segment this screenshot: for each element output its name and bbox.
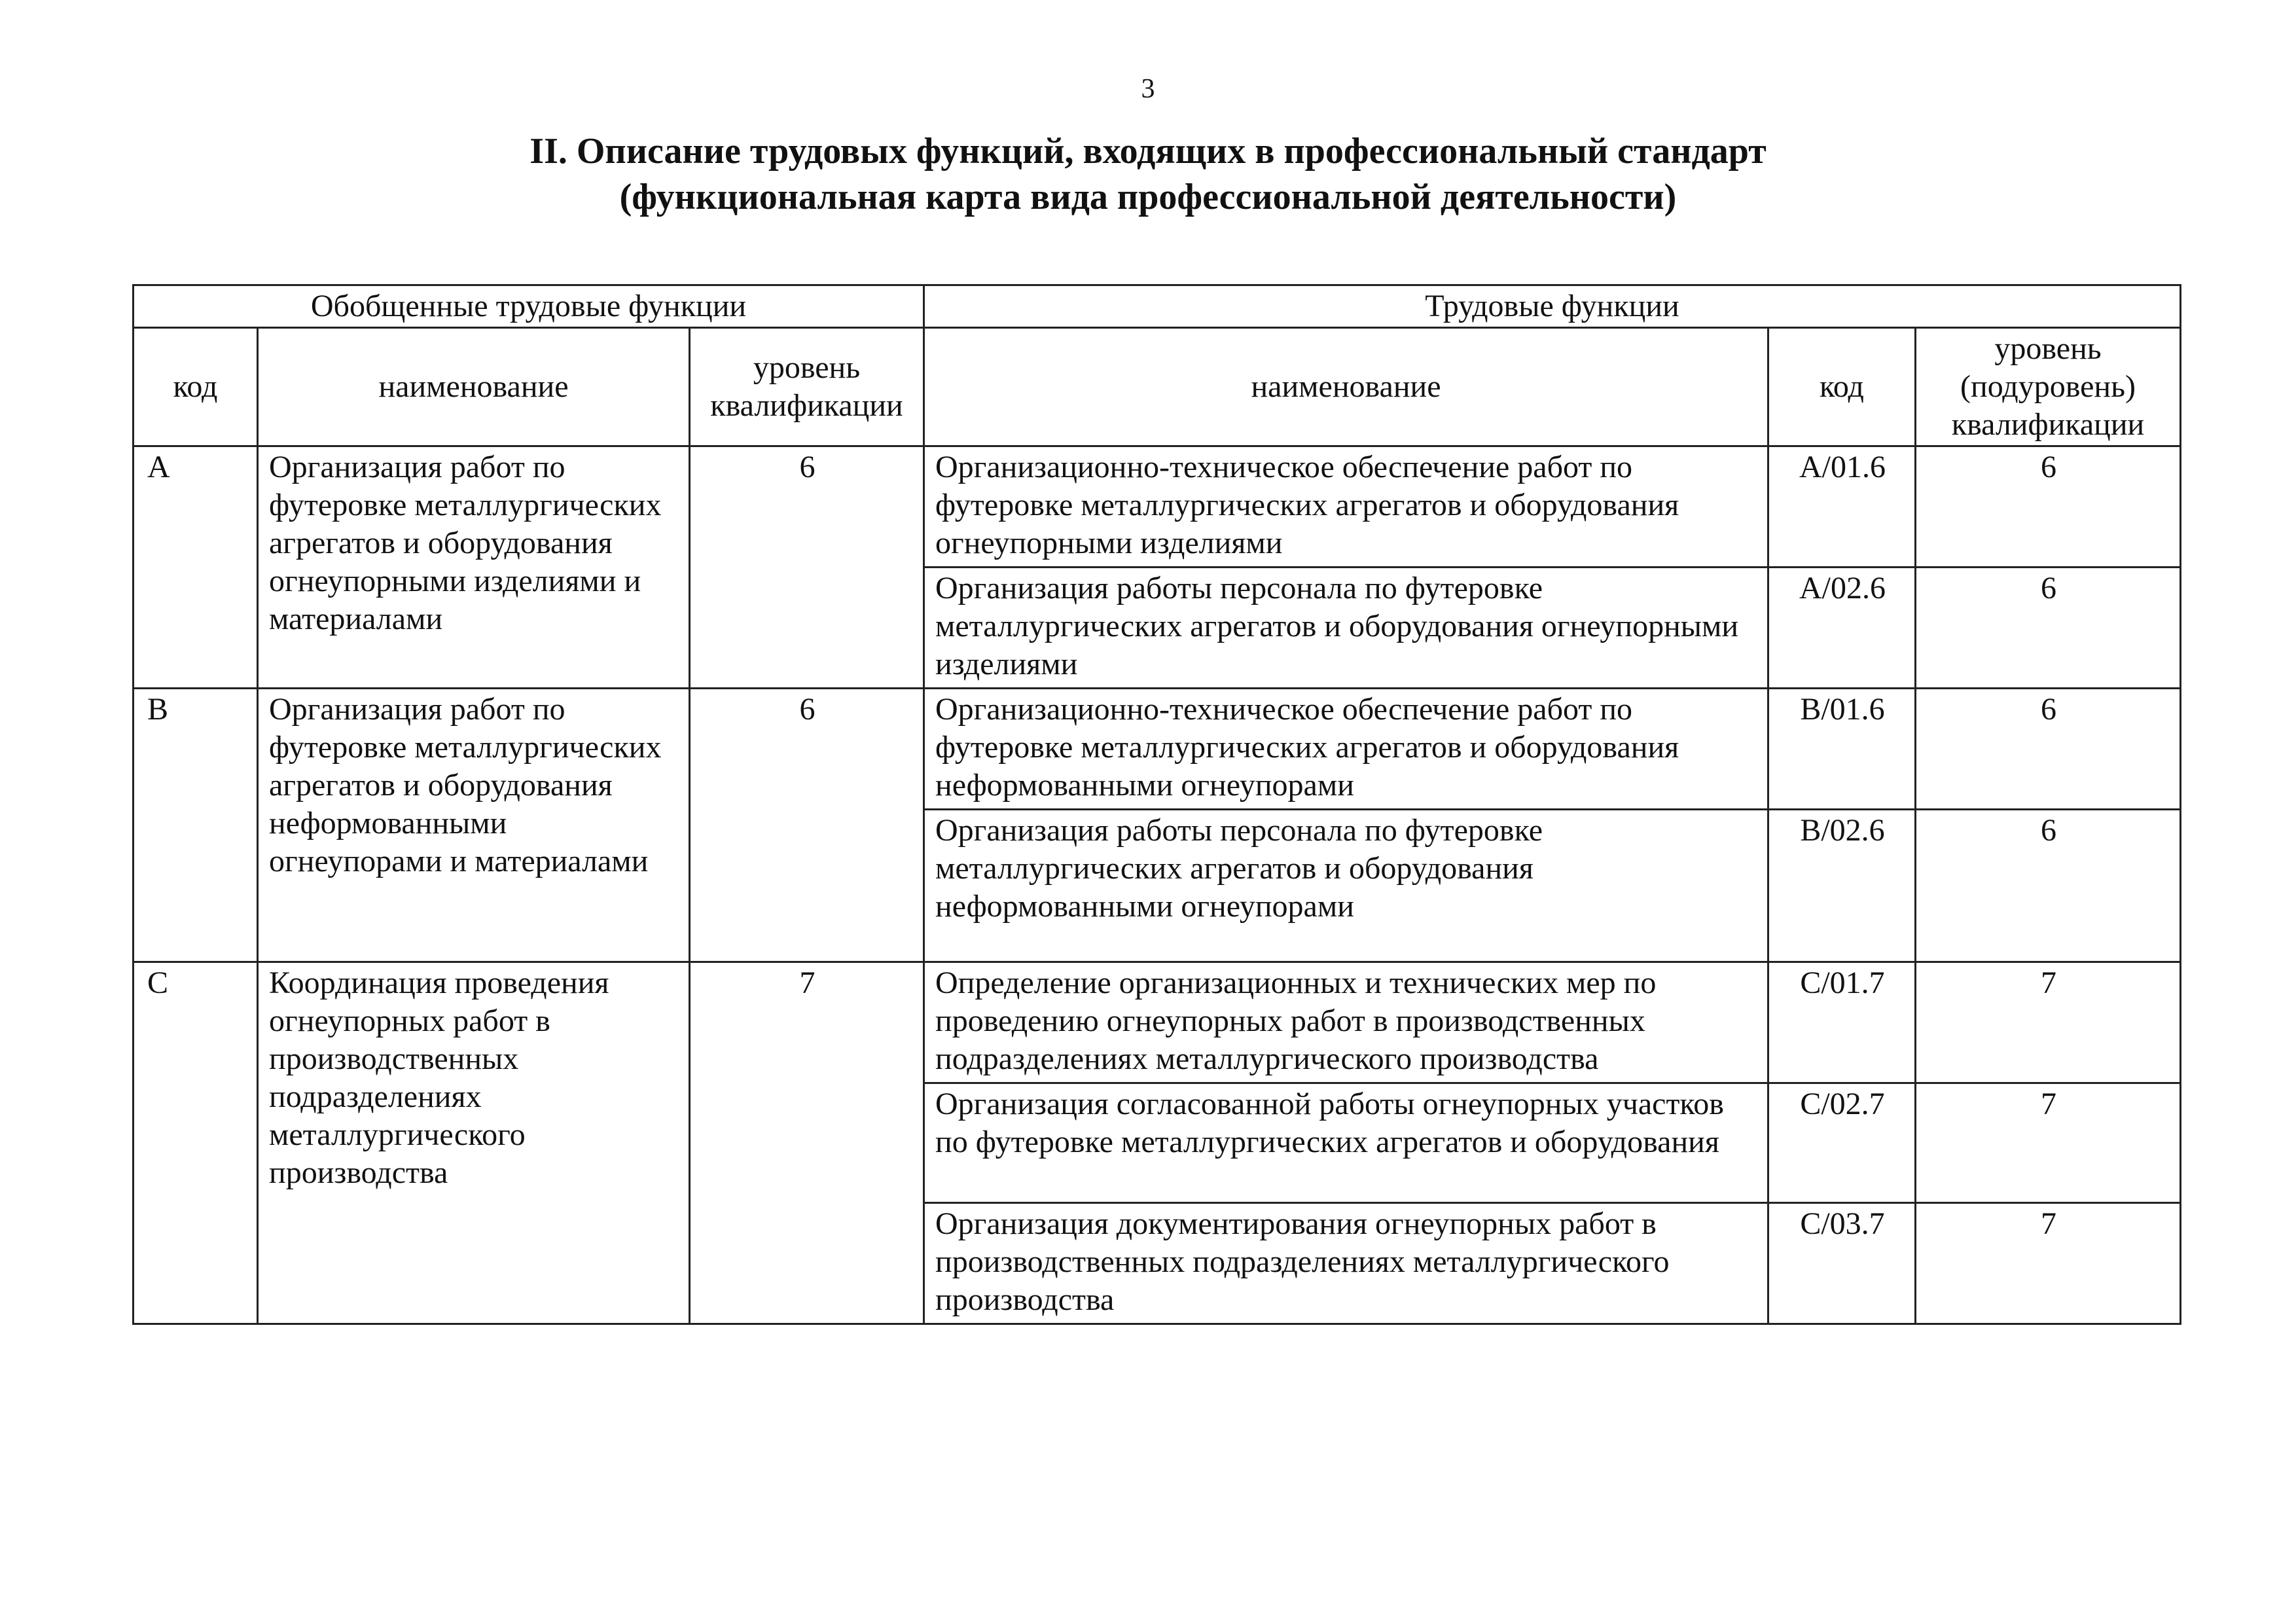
gen-level-header: уровень квалификации bbox=[690, 328, 924, 446]
fn-name-cell: Определение организационных и технических мер по проведению огнеупорных работ в производственных подразделениях металлургического производства bbox=[924, 962, 1768, 1083]
fn-name-cell: Организация работы персонала по футеровке металлургических агрегатов и оборудования огнеупорными изделиями bbox=[924, 568, 1768, 689]
fn-level-cell: 6 bbox=[1916, 568, 2181, 689]
gen-name-cell: Координация проведения огнеупорных работ в производственных подразделениях металлургического производства bbox=[258, 962, 690, 1324]
fn-level-cell: 7 bbox=[1916, 1203, 2181, 1324]
gen-name-header: наименование bbox=[258, 328, 690, 446]
gen-code-cell: A bbox=[134, 446, 258, 689]
gen-name-cell: Организация работ по футеровке металлургических агрегатов и оборудования неформованными огнеупорами и материалами bbox=[258, 689, 690, 962]
section-title-line-2: (функциональная карта вида профессиональной деятельности) bbox=[619, 177, 1677, 217]
fn-level-cell: 6 bbox=[1916, 446, 2181, 568]
fn-name-cell: Организация работы персонала по футеровке металлургических агрегатов и оборудования неформованными огнеупорами bbox=[924, 810, 1768, 962]
gen-level-cell: 7 bbox=[690, 962, 924, 1324]
gen-level-cell: 6 bbox=[690, 446, 924, 689]
gen-level-cell: 6 bbox=[690, 689, 924, 962]
section-title bbox=[0, 128, 2296, 220]
fn-level-cell: 6 bbox=[1916, 810, 2181, 962]
fn-name-header: наименование bbox=[924, 328, 1768, 446]
fn-code-cell: B/01.6 bbox=[1768, 689, 1916, 810]
section-title-line-1: II. Описание трудовых функций, входящих в профессиональный стандарт bbox=[529, 131, 1767, 171]
fn-name-cell: Организационно-техническое обеспечение работ по футеровке металлургических агрегатов и оборудования неформованными огнеупорами bbox=[924, 689, 1768, 810]
generalized-functions-header: Обобщенные трудовые функции bbox=[134, 285, 924, 328]
group-header-row bbox=[134, 285, 2181, 328]
fn-level-cell: 7 bbox=[1916, 962, 2181, 1083]
fn-code-cell: C/01.7 bbox=[1768, 962, 1916, 1083]
fn-code-cell: B/02.6 bbox=[1768, 810, 1916, 962]
table-row bbox=[134, 962, 2181, 1083]
fn-code-cell: C/02.7 bbox=[1768, 1083, 1916, 1203]
labor-functions-header: Трудовые функции bbox=[924, 285, 2181, 328]
fn-code-cell: A/02.6 bbox=[1768, 568, 1916, 689]
fn-code-cell: C/03.7 bbox=[1768, 1203, 1916, 1324]
fn-name-cell: Организационно-техническое обеспечение работ по футеровке металлургических агрегатов и оборудования огнеупорными изделиями bbox=[924, 446, 1768, 568]
fn-level-cell: 7 bbox=[1916, 1083, 2181, 1203]
gen-code-cell: B bbox=[134, 689, 258, 962]
table-row bbox=[134, 689, 2181, 810]
fn-level-header: уровень (подуровень) квалификации bbox=[1916, 328, 2181, 446]
gen-name-cell: Организация работ по футеровке металлургических агрегатов и оборудования огнеупорными изделиями и материалами bbox=[258, 446, 690, 689]
gen-code-header: код bbox=[134, 328, 258, 446]
table-row bbox=[134, 446, 2181, 568]
fn-name-cell: Организация согласованной работы огнеупорных участков по футеровке металлургических агрегатов и оборудования bbox=[924, 1083, 1768, 1203]
fn-code-cell: A/01.6 bbox=[1768, 446, 1916, 568]
fn-code-header: код bbox=[1768, 328, 1916, 446]
page-number: 3 bbox=[1141, 74, 1155, 104]
fn-name-cell: Организация документирования огнеупорных работ в производственных подразделениях металлургического производства bbox=[924, 1203, 1768, 1324]
column-header-row bbox=[134, 328, 2181, 446]
gen-code-cell: C bbox=[134, 962, 258, 1324]
functional-map-table bbox=[132, 284, 2181, 1325]
fn-level-cell: 6 bbox=[1916, 689, 2181, 810]
